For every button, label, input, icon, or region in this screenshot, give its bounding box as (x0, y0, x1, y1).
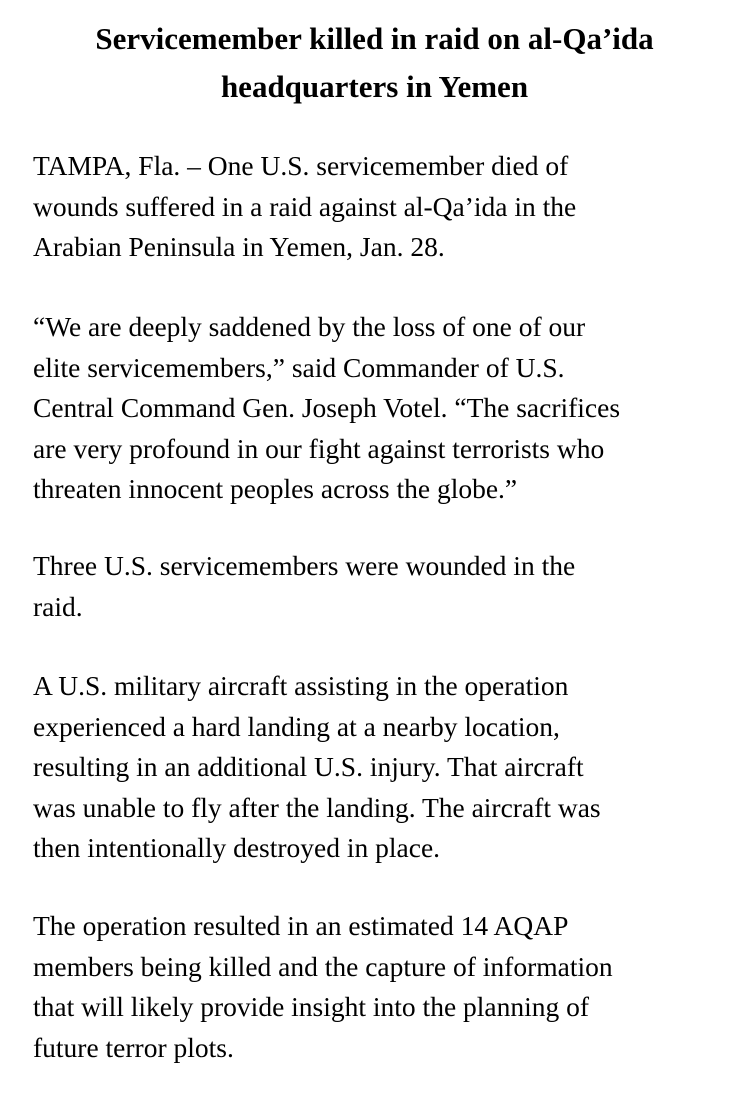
paragraph-line: wounds suffered in a raid against al-Qa’ida in the (33, 190, 577, 222)
headline-line: Servicemember killed in raid on al-Qa’ida (95, 21, 654, 56)
paragraph-line: elite servicemembers,” said Commander of U.S. (33, 351, 565, 383)
paragraph-line: members being killed and the capture of information (33, 950, 613, 982)
paragraph-line: then intentionally destroyed in place. (33, 832, 441, 863)
paragraph-line: The operation resulted in an estimated 14 AQAP (33, 910, 569, 941)
paragraph-line: are very profound in our fight against terrorists who (33, 432, 605, 464)
paragraph-line: raid. (33, 590, 83, 622)
paragraph-line: that will likely provide insight into the planning of (33, 991, 590, 1022)
paragraph-line: “We are deeply saddened by the loss of one of our (33, 311, 586, 342)
paragraph-line: threaten innocent peoples across the globe.” (33, 473, 518, 504)
headline-line: headquarters in Yemen (220, 69, 529, 104)
paragraph-line: Arabian Peninsula in Yemen, Jan. 28. (33, 231, 445, 262)
paragraph-line: TAMPA, Fla. – One U.S. servicemember died of (33, 150, 569, 181)
paragraph-dateline (33, 146, 733, 268)
paragraph-quote (33, 307, 733, 510)
paragraph-line: experienced a hard landing at a nearby location, (33, 710, 560, 742)
paragraph-aircraft (33, 666, 733, 869)
paragraph-line: A U.S. military aircraft assisting in the operation (33, 670, 569, 701)
paragraph-line: resulting in an additional U.S. injury. That aircraft (33, 751, 584, 782)
paragraph-outcome (33, 906, 733, 1068)
paragraph-line: future terror plots. (33, 1031, 234, 1063)
paragraph-line: Three U.S. servicemembers were wounded in the (33, 550, 576, 581)
headline (10, 15, 739, 111)
paragraph-line: Central Command Gen. Joseph Votel. “The sacrifices (33, 392, 621, 423)
paragraph-wounded (33, 546, 733, 627)
paragraph-line: was unable to fly after the landing. The aircraft was (33, 791, 601, 823)
